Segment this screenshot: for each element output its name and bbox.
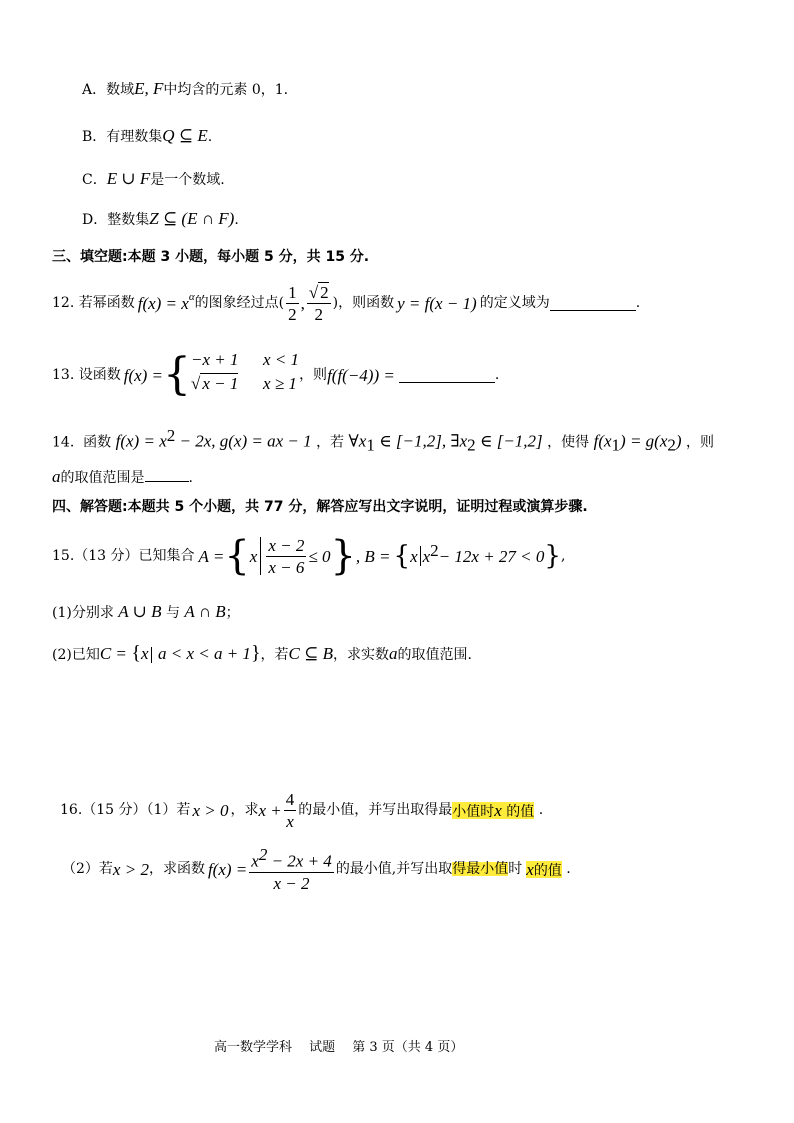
question-16-part2: （2）若 x > 2 ，求函数 f(x) = $\frac{x^2 - 2x + 4}{x - 2}$ 的最小值,并写出取 得最小值 时 x的值 . (62, 845, 571, 893)
question-15-part2: (2)已知C = {x a < x < a + 1}，若C ⊆ B，求实数a的取值范围. (52, 642, 472, 664)
option-b: B．有理数集Q ⊆ E. (82, 126, 213, 145)
page-footer: 高一数学学科 试题 第 3 页（共 4 页） (214, 1040, 464, 1055)
option-a: A．数域E, F中均含的元素 0，1. (82, 79, 289, 98)
piecewise-cases: −x + 1 x < 1 √ x − 1 x ≥ 1 (191, 350, 300, 393)
set-builder-bar (260, 537, 261, 575)
highlight-3: x的值 (526, 859, 562, 879)
question-15-part1: (1)分别求 A ∪ B 与 A ∩ B； (52, 602, 240, 621)
piecewise-brace: { (163, 349, 192, 400)
fraction-half: $\frac{1}{2}$ (288, 282, 297, 324)
fraction-4-over-x: $\frac{4}{x}$ (285, 789, 295, 831)
section4-heading: 四、解答题:本题共 5 个小题，共 77 分，解答应写出文字说明，证明过程或演算步骤. (52, 499, 588, 515)
question-12: 12. 若幂函数 f(x) = x $^\alpha$ 的图象经过点( $\frac{1}{2}$ , $\frac{√ 2}{2}$ )，则函数 y = f(x − 1) 的定义域为 . (52, 282, 641, 324)
option-d: D．整数集Z ⊆ (E ∩ F). (82, 209, 239, 228)
answer-blank-14[interactable] (145, 467, 189, 482)
question-16-part1: 16.（15 分）（1）若 x > 0 ，求 x + $\frac{4}{x}$ 的最小值，并写出取得最 小值时x 的值 . (60, 789, 544, 831)
fraction-set-a: $\frac{x - 2}{x - 6}$ (268, 535, 305, 577)
answer-blank-13[interactable] (399, 368, 495, 383)
fraction-fx: $\frac{x^2 - 2x + 4}{x - 2}$ (251, 845, 332, 893)
section3-heading: 三、填空题:本题 3 小题，每小题 5 分，共 15 分. (52, 249, 370, 265)
highlight-1: 小值时x 的值 (452, 800, 535, 820)
fraction-sqrt2-over-2: $\frac{√ 2}{2}$ (308, 282, 329, 324)
question-15: 15.（13 分）已知集合 A = { x $\frac{x - 2}{x - 6}$ ≤ 0 } , B = { x x $^2$ − 12x + 27 < 0 } , (52, 533, 566, 579)
question-14-line1: 14. 函数 $f(x) = x^2 - 2x$, g(x) = ax − 1 ，若 $\forall x_1$ ∈ [−1,2], $\exists x_2$ ∈ [−1,2] ，使得 $f(x_1) = g(x_2)$ ，则 (52, 426, 714, 455)
question-14-line2: a的取值范围是 . (52, 467, 193, 486)
question-13: 13. 设函数 f(x) = { −x + 1 x < 1 √ x − 1 x ≥ 1 ，则 f(f(−4)) = . (52, 349, 500, 400)
option-c: C．E ∪ F是一个数域. (82, 169, 225, 188)
highlight-2: 得最小值 (452, 861, 509, 877)
answer-blank-12[interactable] (550, 296, 636, 311)
